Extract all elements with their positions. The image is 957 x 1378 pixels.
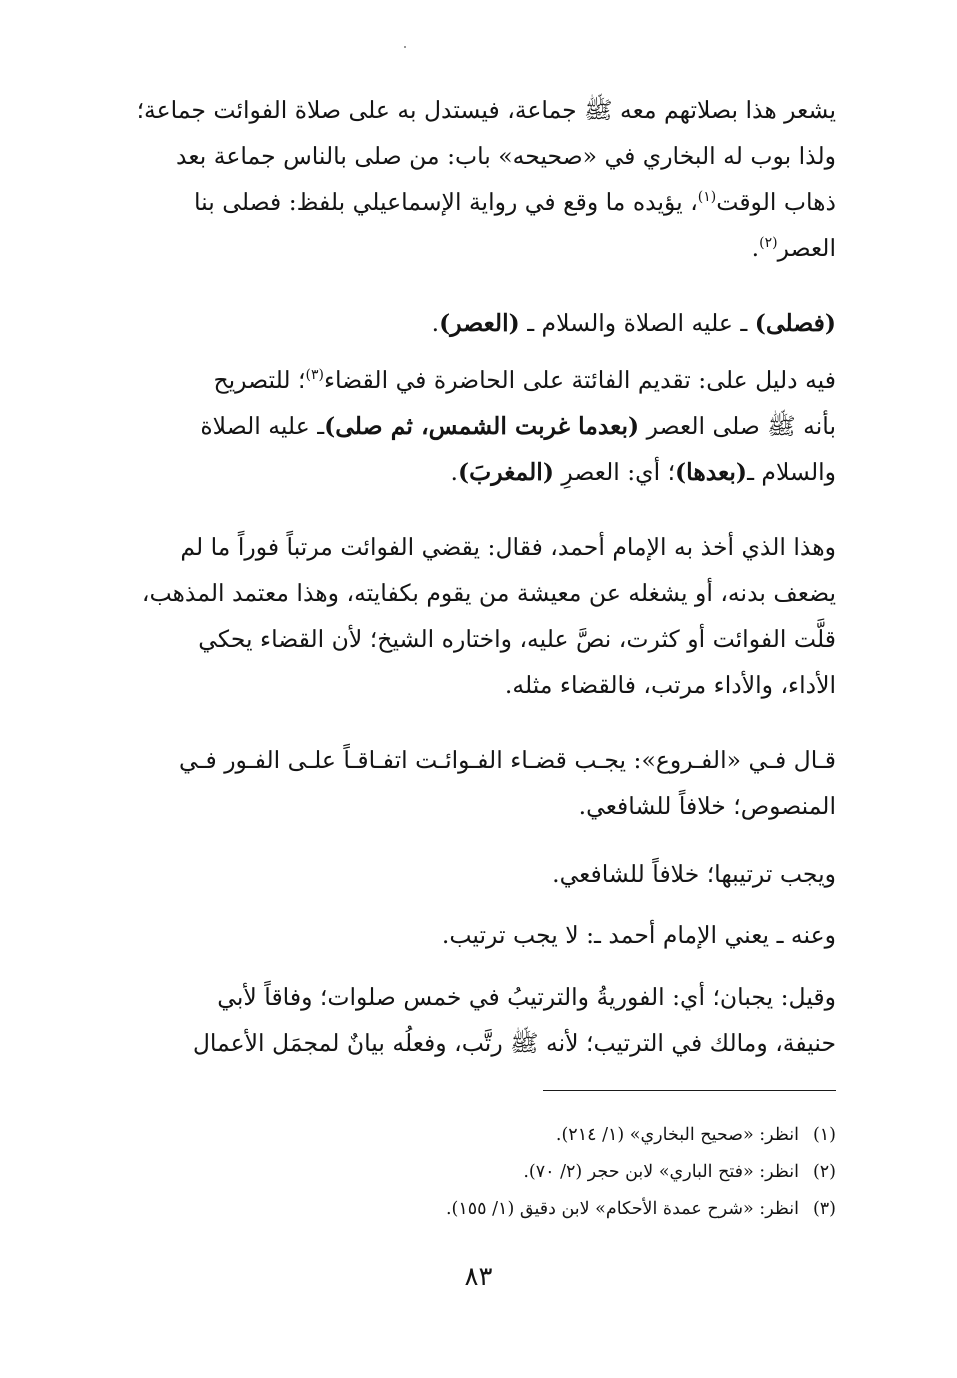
- text-line: [120, 570, 836, 616]
- text-line: [120, 225, 836, 271]
- text-run: وقيل: يجبان؛ أي: الفوريةُ والترتيبُ في خمس صلوات؛ وفاقاً لأبي: [217, 983, 836, 1011]
- text-run: ؛ للتصريح: [213, 366, 306, 394]
- footnote-text: انظر: «صحيح البخاري» (١/ ٢١٤).: [555, 1125, 799, 1145]
- text-line: [120, 87, 836, 133]
- quoted-text: (المغربَ): [458, 458, 554, 486]
- footnote-text: انظر: «فتح الباري» لابن حجر (٢/ ٧٠).: [523, 1162, 799, 1182]
- text-run: وعنه ـ يعني الإمام أحمد ـ: لا يجب ترتيب.: [441, 921, 836, 949]
- text-run: يشعر هذا بصلاتهم معه ﷺ جماعة، فيستدل به على صلاة الفوائت جماعة؛: [136, 96, 836, 124]
- footnote-2: [300, 1154, 836, 1191]
- text-run: وهذا الذي أخذ به الإمام أحمد، فقال: يقضي الفوائت مرتباً فوراً ما لم: [180, 533, 836, 561]
- paragraph-1: [120, 87, 836, 271]
- paragraph-4: [120, 524, 836, 708]
- text-line: [120, 1020, 836, 1066]
- footnote-separator: [543, 1090, 836, 1091]
- quoted-text: (فصلى): [754, 309, 836, 337]
- text-line: [120, 357, 836, 403]
- text-run: المنصوص؛ خلافاً للشافعي.: [578, 792, 836, 820]
- quoted-text: (العصر): [439, 309, 520, 337]
- footnote-ref: (١): [697, 189, 717, 206]
- text-run: ولذا بوب له البخاري في «صحيحه» باب: من صلى بالناس جماعة بعد: [176, 142, 836, 170]
- text-line: [120, 616, 836, 662]
- text-run: .: [751, 234, 760, 262]
- paragraph-2: [120, 300, 836, 346]
- text-run: والسلام ـ: [747, 458, 836, 486]
- footnote-number: (٢): [812, 1162, 836, 1182]
- text-run: ؛ أي: العصرِ: [553, 458, 676, 486]
- text-run: حنيفة، ومالك في الترتيب؛ لأنه ﷺ رتَّب، وفعلُه بيانٌ لمجمَل الأعمال: [192, 1029, 836, 1057]
- quoted-text: (بعدما غربت الشمس، ثم صلى): [324, 412, 640, 440]
- text-line: [120, 662, 836, 708]
- text-run: قلَّت الفوائت أو كثرت، نصَّ عليه، واختاره الشيخ؛ لأن القضاء يحكي: [198, 625, 836, 653]
- text-run: فيه دليل على: تقديم الفائتة على الحاضرة في القضاء: [323, 366, 836, 394]
- text-line: [120, 133, 836, 179]
- text-run: ذهاب الوقت: [716, 188, 836, 216]
- text-line: [120, 300, 836, 346]
- footnote-1: [300, 1117, 836, 1154]
- page-number: ٨٣: [464, 1262, 493, 1292]
- text-line: [120, 737, 836, 783]
- text-line: [120, 974, 836, 1020]
- quoted-text: (بعدها): [675, 458, 748, 486]
- text-line: [120, 851, 836, 897]
- footnote-text: انظر: «شرح عمدة الأحكام» لابن دقيق (١/ ١٥٥).: [445, 1199, 799, 1219]
- text-run: ـ عليه الصلاة: [200, 412, 325, 440]
- footnote-ref: (٢): [759, 235, 778, 252]
- footnote-number: (٣): [812, 1199, 836, 1219]
- footnote-ref: (٣): [305, 367, 324, 384]
- text-line: [120, 179, 836, 225]
- text-run: بأنه ﷺ صلى العصر: [639, 412, 836, 440]
- text-line: [120, 403, 836, 449]
- text-run: قـال فـي «الفـروع»: يجـب قضـاء الفـوائـت اتفـاقـاً علـى الفـور فـي: [179, 746, 836, 774]
- text-run: العصر: [777, 234, 836, 262]
- text-run: الأداء، والأداء مرتب، فالقضاء مثله.: [504, 671, 836, 699]
- paragraph-5: [120, 737, 836, 829]
- paragraph-7: [120, 912, 836, 958]
- text-run: ويجب ترتيبها؛ خلافاً للشافعي.: [552, 860, 836, 888]
- text-run: ـ عليه الصلاة والسلام ـ: [519, 309, 755, 337]
- text-run: يضعف بدنه، أو يشغله عن معيشة من يقوم بكفايته، وهذا معتمد المذهب،: [141, 579, 836, 607]
- paragraph-6: [120, 851, 836, 897]
- text-line: [120, 912, 836, 958]
- print-speck: [404, 46, 406, 48]
- paragraph-8: [120, 974, 836, 1066]
- text-line: [120, 783, 836, 829]
- text-line: [120, 524, 836, 570]
- text-run: .: [431, 309, 440, 337]
- paragraph-3: [120, 357, 836, 495]
- text-run: .: [450, 458, 458, 486]
- text-line: [120, 449, 836, 495]
- text-run: ، يؤيده ما وقع في رواية الإسماعيلي بلفظ: فصلى بنا: [194, 188, 698, 216]
- footnote-number: (١): [812, 1125, 836, 1145]
- footnote-3: [300, 1191, 836, 1228]
